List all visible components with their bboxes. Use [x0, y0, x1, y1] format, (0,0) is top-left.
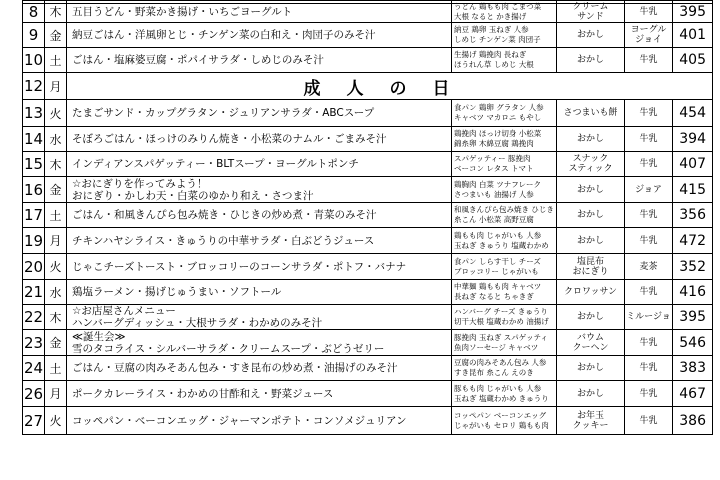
day-cell: 12	[23, 73, 45, 100]
snack-line: おかし	[576, 388, 604, 399]
day-cell: 22	[23, 305, 45, 330]
table-row	[23, 100, 713, 127]
ingredients-cell	[452, 152, 557, 177]
ingredients-cell	[452, 228, 557, 254]
menu-cell	[67, 203, 452, 228]
table-row	[23, 254, 713, 280]
ingredient-line: 生揚げ 鶏挽肉 長ねぎ	[454, 50, 527, 59]
menu-cell	[67, 305, 452, 330]
calorie-cell: 467	[673, 381, 713, 407]
ingredients-cell	[452, 407, 557, 435]
ingredients-cell	[452, 330, 557, 356]
menu-text: 五目うどん・野菜かき揚げ・いちごヨーグルト	[72, 5, 293, 18]
ingredients-cell	[452, 254, 557, 280]
snack-line: さつまいも餅	[563, 108, 618, 118]
weekday-cell: 水	[45, 280, 67, 305]
drink-cell	[625, 407, 673, 435]
calorie-cell: 454	[673, 100, 713, 127]
menu-text: ごはん・塩麻婆豆腐・ポパイサラダ・しめじのみそ汁	[72, 54, 324, 66]
ingredient-line: 納豆 鶏卵 玉ねぎ 人参	[454, 25, 529, 34]
drink-line: 牛乳	[639, 134, 658, 144]
menu-note: ≪誕生会≫	[72, 330, 126, 343]
weekday-cell: 火	[45, 407, 67, 435]
snack-line: おかし	[576, 134, 604, 144]
drink-cell	[625, 100, 673, 127]
ingredient-line: じゃがいも セロリ 鶏もも肉	[454, 420, 549, 430]
snack-line: クロワッサン	[563, 287, 618, 297]
table-row	[23, 48, 713, 73]
ingredient-line: ベーコン レタス トマト	[454, 164, 534, 173]
menu-text: たまごサンド・カップグラタン・ジュリアンサラダ・ABCスープ	[72, 107, 375, 119]
weekday-cell: 火	[45, 100, 67, 127]
snack-line: おかし	[576, 55, 604, 65]
calorie-cell: 401	[673, 23, 713, 48]
drink-cell	[625, 280, 673, 305]
table-row	[23, 23, 713, 48]
snack-line: おかし	[576, 210, 604, 220]
drink-line: 牛乳	[639, 337, 658, 348]
snack-line: スナック	[572, 154, 609, 164]
ingredient-line: コッペパン ベーコンエッグ	[454, 410, 547, 420]
drink-line: 牛乳	[639, 210, 658, 220]
menu-cell	[67, 152, 452, 177]
calorie-cell: 352	[673, 254, 713, 280]
table-row	[23, 381, 713, 407]
menu-cell	[67, 356, 452, 381]
menu-text: 雪のタコライス・シルバーサラダ・クリームスープ・ぶどうゼリー	[72, 342, 385, 355]
drink-cell	[625, 330, 673, 356]
snack-line: おかし	[576, 30, 604, 40]
menu-text: チキンハヤシライス・きゅうりの中華サラダ・白ぶどうジュース	[72, 234, 375, 247]
drink-line: ジョイ	[635, 35, 662, 45]
menu-cell	[67, 177, 452, 203]
snack-cell	[557, 48, 625, 73]
weekday-cell: 水	[45, 127, 67, 152]
table-row	[23, 356, 713, 381]
calorie-cell: 415	[673, 177, 713, 203]
table-row	[23, 228, 713, 254]
drink-line: 牛乳	[639, 108, 658, 118]
day-cell: 20	[23, 254, 45, 280]
ingredient-line: 錦糸卵 木綿豆腐 鶏挽肉	[454, 139, 534, 148]
menu-text: ポークカレーライス・わかめの甘酢和え・野菜ジュース	[72, 387, 334, 400]
snack-line: おかし	[576, 184, 604, 195]
weekday-cell: 火	[45, 254, 67, 280]
menu-text: 納豆ごはん・洋風卵とじ・チンゲン菜の白和え・肉団子のみそ汁	[72, 29, 376, 41]
menu-text: 鶏塩ラーメン・揚げじゅうまい・ソフトール	[72, 286, 282, 298]
ingredients-cell	[452, 305, 557, 330]
weekday-cell: 木	[45, 152, 67, 177]
ingredients-cell	[452, 177, 557, 203]
ingredient-line: 玉ねぎ 塩蔵わかめ きゅうり	[454, 393, 549, 403]
drink-cell	[625, 48, 673, 73]
ingredient-line: 魚肉ソーセージ キャベツ	[454, 342, 539, 352]
snack-line: クッキー	[572, 420, 609, 431]
drink-cell	[625, 356, 673, 381]
snack-cell	[557, 254, 625, 280]
ingredient-line: キャベツ マカロニ もやし	[454, 113, 542, 122]
snack-line: スティック	[568, 164, 613, 174]
menu-cell	[67, 48, 452, 73]
snack-cell	[557, 1, 625, 23]
day-cell: 19	[23, 228, 45, 254]
calorie-cell: 395	[673, 305, 713, 330]
weekday-cell: 月	[45, 228, 67, 254]
ingredient-line: 長ねぎ なると ちゃきぎ	[454, 292, 534, 301]
ingredient-line: 食パン 鶏卵 グラタン 人参	[454, 103, 544, 112]
drink-cell	[625, 203, 673, 228]
ingredient-line: しめじ チンゲン菜 肉団子	[454, 35, 541, 44]
ingredient-line: 鶏挽肉 ほっけ切身 小松菜	[454, 129, 542, 138]
calorie-cell: 383	[673, 356, 713, 381]
calorie-cell: 394	[673, 127, 713, 152]
ingredient-line: 切干大根 塩蔵わかめ 油揚げ	[454, 317, 549, 326]
ingredient-line: うどん 鶏もも肉 こまつ菜	[454, 1, 542, 11]
day-cell: 10	[23, 48, 45, 73]
table-row	[23, 152, 713, 177]
weekday-cell: 木	[45, 305, 67, 330]
weekday-cell: 月	[45, 381, 67, 407]
ingredients-cell	[452, 23, 557, 48]
weekday-cell: 土	[45, 48, 67, 73]
drink-cell	[625, 381, 673, 407]
menu-note: ☆おにぎりを作ってみよう！	[72, 177, 208, 190]
menu-table	[22, 0, 713, 435]
ingredient-line: すき昆布 糸こん えのき	[454, 368, 534, 377]
menu-rows	[23, 1, 713, 435]
ingredient-line: ハンバーグ チーズ きゅうり	[454, 307, 548, 316]
menu-text: ごはん・豆腐の肉みそあん包み・すき昆布の炒め煮・油揚げのみそ汁	[72, 362, 398, 374]
snack-cell	[557, 100, 625, 127]
calorie-cell: 356	[673, 203, 713, 228]
calorie-cell: 407	[673, 152, 713, 177]
day-cell: 16	[23, 177, 45, 203]
snack-cell	[557, 381, 625, 407]
drink-line: 牛乳	[639, 363, 658, 373]
menu-text: じゃこチーズトースト・ブロッコリーのコーンサラダ・ポトフ・バナナ	[72, 260, 407, 273]
drink-line: 牛乳	[639, 159, 658, 169]
menu-cell	[67, 1, 452, 23]
holiday-title: 成人の日	[67, 73, 713, 100]
drink-cell	[625, 23, 673, 48]
menu-cell	[67, 280, 452, 305]
menu-text: おにぎり・かしわ天・白菜のゆかり和え・さつま汁	[72, 189, 314, 202]
drink-line: 牛乳	[639, 235, 658, 246]
day-cell: 8	[23, 1, 45, 23]
drink-line: 牛乳	[639, 287, 658, 297]
drink-line: 牛乳	[639, 388, 658, 399]
holiday-row	[23, 73, 713, 100]
drink-cell	[625, 305, 673, 330]
ingredient-line: 鶏胸肉 白菜 ツナフレーク	[454, 179, 541, 189]
ingredients-cell	[452, 356, 557, 381]
table-row	[23, 280, 713, 305]
snack-line: おかし	[576, 235, 604, 246]
ingredients-cell	[452, 127, 557, 152]
menu-text: インディアンスパゲッティー・BLTスープ・ヨーグルトポンチ	[72, 158, 359, 170]
drink-line: 牛乳	[639, 55, 658, 65]
snack-line: おかし	[576, 363, 604, 373]
drink-line: 牛乳	[639, 6, 658, 17]
snack-cell	[557, 280, 625, 305]
day-cell: 27	[23, 407, 45, 435]
weekday-cell: 金	[45, 23, 67, 48]
snack-cell	[557, 305, 625, 330]
menu-cell	[67, 381, 452, 407]
table-row	[23, 305, 713, 330]
drink-cell	[625, 228, 673, 254]
ingredient-line: 豚もも肉 じゃがいも 人参	[454, 383, 542, 393]
ingredients-cell	[452, 48, 557, 73]
menu-note: ☆お店屋さんメニュー	[72, 305, 176, 317]
snack-cell	[557, 127, 625, 152]
menu-text: ごはん・和風きんぴら包み焼き・ひじきの炒め煮・青菜のみそ汁	[72, 209, 377, 221]
snack-line: クーヘン	[572, 342, 609, 353]
ingredients-cell	[452, 100, 557, 127]
ingredients-cell	[452, 381, 557, 407]
table-row	[23, 1, 713, 23]
menu-cell	[67, 254, 452, 280]
day-cell: 23	[23, 330, 45, 356]
ingredient-line: さつまいも 油揚げ 人参	[454, 189, 534, 199]
ingredients-cell	[452, 280, 557, 305]
weekday-cell: 木	[45, 1, 67, 23]
drink-line: 牛乳	[639, 415, 658, 426]
snack-cell	[557, 356, 625, 381]
weekday-cell: 土	[45, 356, 67, 381]
menu-text: ハンバーグディッシュ・大根サラダ・わかめのみそ汁	[72, 317, 323, 329]
menu-text: そぼろごはん・ほっけのみりん焼き・小松菜のナムル・ごまみそ汁	[72, 133, 387, 145]
menu-cell	[67, 100, 452, 127]
snack-cell	[557, 330, 625, 356]
weekday-cell: 金	[45, 177, 67, 203]
ingredient-line: 玉ねぎ きゅうり 塩蔵わかめ	[454, 240, 549, 250]
drink-line: ミルージョ	[626, 312, 671, 322]
calorie-cell: 546	[673, 330, 713, 356]
ingredient-line: 豚挽肉 玉ねぎ スパゲッティ	[454, 332, 548, 342]
table-row	[23, 177, 713, 203]
snack-line: 塩昆布	[576, 256, 604, 267]
menu-cell	[67, 330, 452, 356]
ingredient-line: ブロッコリー じゃがいも	[454, 266, 539, 276]
ingredient-line: 糸こん 小松菜 高野豆腐	[454, 215, 534, 224]
drink-line: ジョア	[635, 184, 662, 195]
ingredients-cell	[452, 1, 557, 23]
snack-line: クリーム	[572, 1, 609, 12]
menu-cell	[67, 407, 452, 435]
table-row	[23, 330, 713, 356]
calorie-cell: 472	[673, 228, 713, 254]
snack-line: おにぎり	[572, 266, 609, 277]
weekday-cell: 金	[45, 330, 67, 356]
day-cell: 14	[23, 127, 45, 152]
snack-cell	[557, 23, 625, 48]
menu-text: コッペパン・ベーコンエッグ・ジャーマンポテト・コンソメジュリアン	[72, 414, 407, 427]
snack-cell	[557, 152, 625, 177]
calorie-cell: 395	[673, 1, 713, 23]
day-cell: 24	[23, 356, 45, 381]
ingredient-line: 豆腐の肉みそあん包み 人参	[454, 358, 547, 367]
menu-cell	[67, 228, 452, 254]
snack-cell	[557, 177, 625, 203]
ingredient-line: 大根 なると かき揚げ	[454, 11, 527, 21]
snack-cell	[557, 203, 625, 228]
snack-line: お年玉	[576, 410, 604, 421]
snack-line: バウム	[577, 332, 604, 343]
table-row	[23, 203, 713, 228]
day-cell: 9	[23, 23, 45, 48]
snack-cell	[557, 407, 625, 435]
table-row	[23, 127, 713, 152]
day-cell: 13	[23, 100, 45, 127]
drink-cell	[625, 152, 673, 177]
ingredient-line: スパゲッティー 豚挽肉	[454, 154, 531, 163]
snack-line: おかし	[576, 312, 604, 322]
ingredient-line: 食パン しらす干し チーズ	[454, 256, 541, 266]
ingredient-line: 和風きんぴら包み焼き ひじき	[454, 205, 554, 214]
table-row	[23, 407, 713, 435]
drink-line: 麦茶	[639, 261, 658, 272]
ingredient-line: ほうれん草 しめじ 大根	[454, 60, 534, 69]
weekday-cell: 土	[45, 203, 67, 228]
snack-line: サンド	[577, 11, 604, 22]
day-cell: 17	[23, 203, 45, 228]
ingredient-line: 鶏もも肉 じゃがいも 人参	[454, 230, 542, 240]
calorie-cell: 416	[673, 280, 713, 305]
day-cell: 26	[23, 381, 45, 407]
day-cell: 15	[23, 152, 45, 177]
ingredients-cell	[452, 203, 557, 228]
menu-cell	[67, 127, 452, 152]
drink-cell	[625, 127, 673, 152]
calorie-cell: 386	[673, 407, 713, 435]
day-cell: 21	[23, 280, 45, 305]
calorie-cell: 405	[673, 48, 713, 73]
weekday-cell: 月	[45, 73, 67, 100]
drink-cell	[625, 177, 673, 203]
drink-line: ヨーグル	[630, 25, 667, 35]
ingredient-line: 中華麺 鶏もも肉 キャベツ	[454, 282, 542, 291]
drink-cell	[625, 1, 673, 23]
drink-cell	[625, 254, 673, 280]
snack-cell	[557, 228, 625, 254]
menu-cell	[67, 23, 452, 48]
